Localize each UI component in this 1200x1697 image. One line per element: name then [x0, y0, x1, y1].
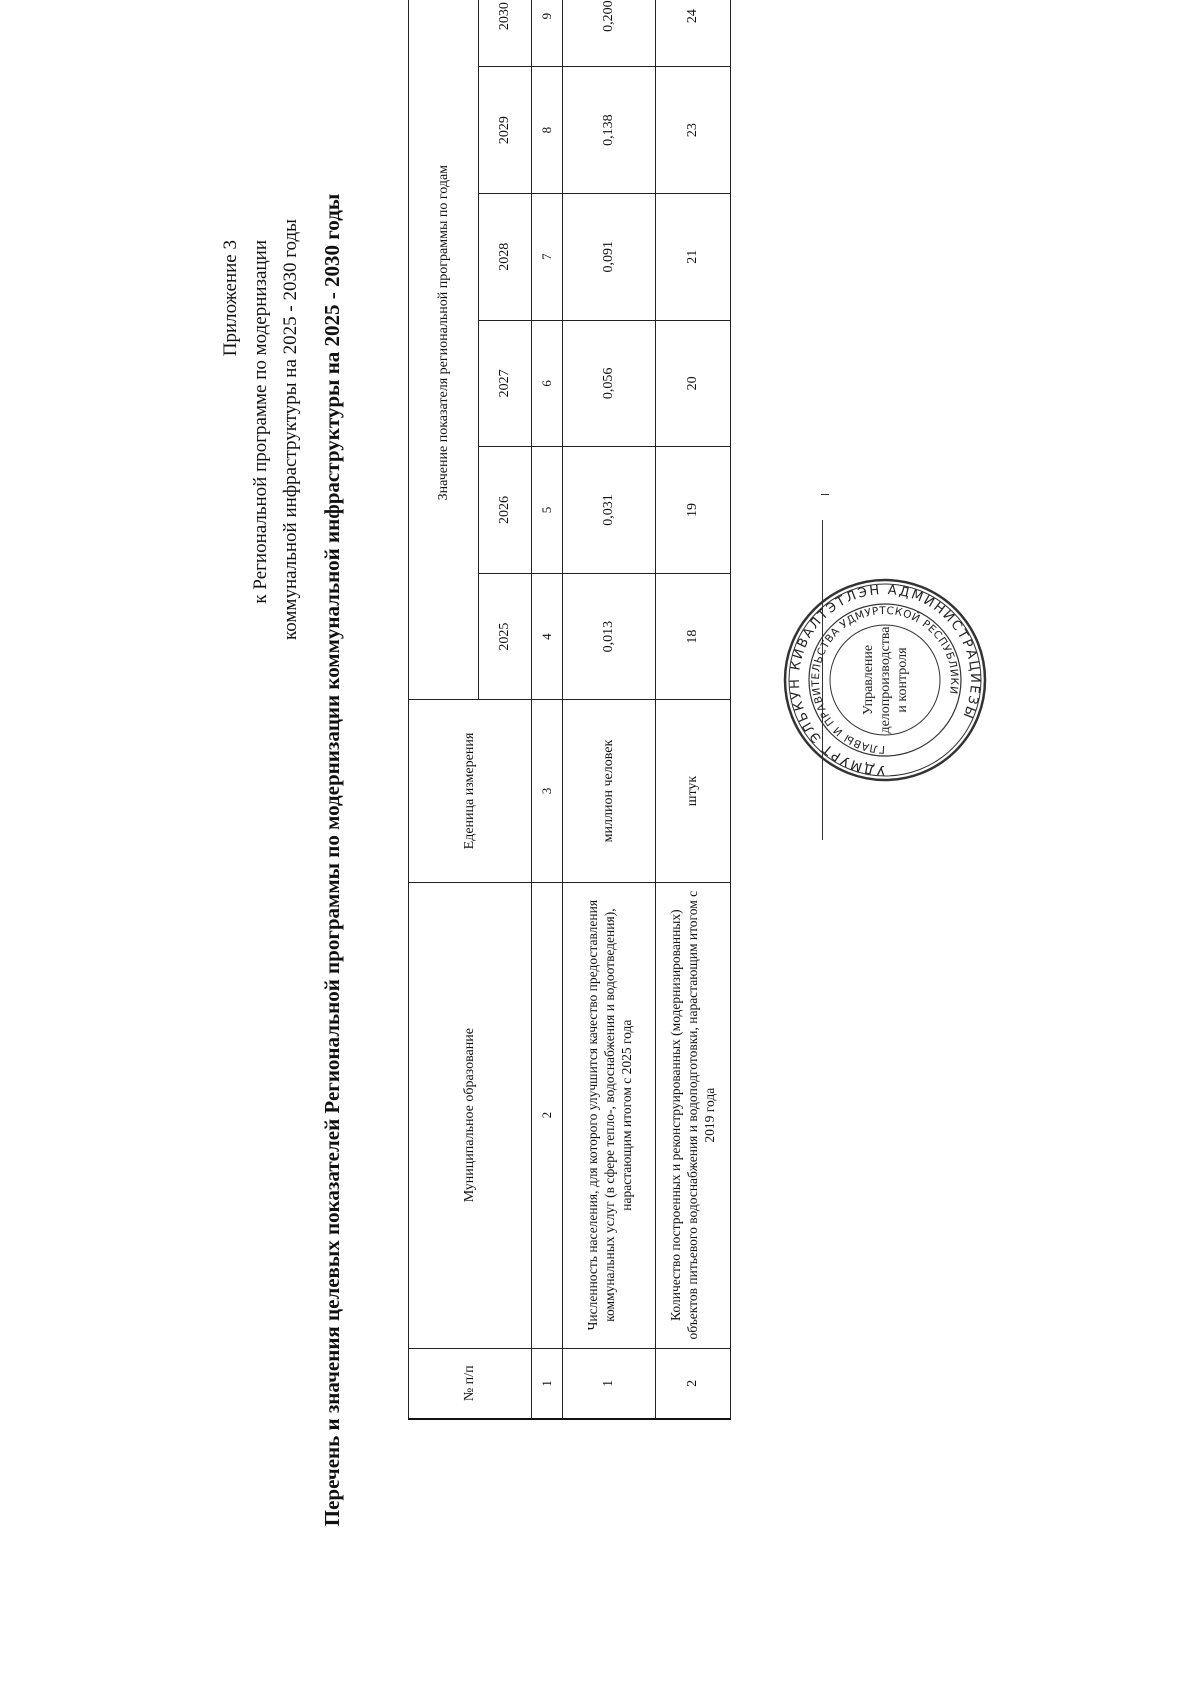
- row-unit: штук: [655, 700, 730, 882]
- row-value: 0,200: [563, 0, 655, 67]
- indicators-table: [408, 0, 731, 1420]
- row-value: 21: [655, 193, 730, 320]
- row-value: 19: [655, 447, 730, 574]
- appendix-line-1: Приложение 3: [220, 240, 241, 357]
- header-values-group: Значение показателя региональной программы по годам: [409, 0, 479, 700]
- row-value: 0,138: [563, 67, 655, 194]
- index-cell: 4: [532, 573, 563, 700]
- index-cell: 8: [532, 67, 563, 194]
- stamp-center: [780, 575, 990, 785]
- stamp-outer-text: УДМУРТ ЭЛЬКУН КИВАЛТЭТЛЭН АДМИНИСТРАЦИЕЗЫ: [787, 582, 983, 778]
- row-value: 23: [655, 67, 730, 194]
- index-cell: 2: [532, 882, 563, 1348]
- index-cell: 7: [532, 193, 563, 320]
- official-stamp: [780, 575, 990, 785]
- signature-tick: [821, 494, 829, 495]
- index-cell: 9: [532, 0, 563, 67]
- row-value: 18: [655, 573, 730, 700]
- stamp-inner-text: ГЛАВЫ И ПРАВИТЕЛЬСТВА УДМУРТСКОЙ РЕСПУБЛИКИ: [809, 604, 961, 756]
- stamp-center-line-1: Управление: [860, 644, 876, 716]
- row-value: 0,091: [563, 193, 655, 320]
- stamp-center-line-3: и контроля: [894, 647, 910, 713]
- document-title: Перечень и значения целевых показателей Региональной программы по модернизации коммунальной инфраструктуры на 2025 - 2030 годы: [320, 193, 344, 1527]
- row-num: 2: [655, 1348, 730, 1419]
- rotated-landscape-content: [20, 0, 1200, 1660]
- row-value: 24: [655, 0, 730, 67]
- appendix-note: [216, 219, 306, 640]
- index-cell: 5: [532, 447, 563, 574]
- row-num: 1: [563, 1348, 655, 1419]
- stamp-center-line-2: делопроизводства: [877, 626, 893, 734]
- table-row: [655, 0, 730, 1419]
- header-unit: Еденица измерения: [409, 700, 532, 882]
- year-cell: 2027: [479, 320, 532, 447]
- row-value: 0,031: [563, 447, 655, 574]
- year-cell: 2030: [479, 0, 532, 67]
- row-value: 20: [655, 320, 730, 447]
- year-cell: 2025: [479, 573, 532, 700]
- index-cell: 3: [532, 700, 563, 882]
- table-header-row: [409, 0, 479, 1419]
- row-value: 0,013: [563, 573, 655, 700]
- row-value: 0,056: [563, 320, 655, 447]
- header-num: № п/п: [409, 1348, 532, 1419]
- appendix-line-2: к Региональной программе по модернизации: [250, 240, 271, 604]
- index-cell: 1: [532, 1348, 563, 1419]
- header-municipality: Муниципальное образование: [409, 882, 532, 1348]
- column-index-row: [532, 0, 563, 1419]
- index-cell: 6: [532, 320, 563, 447]
- year-cell: 2028: [479, 193, 532, 320]
- row-indicator-name: Численность населения, для которого улучшится качество предоставления коммунальных услуг (в сфере тепло-, водоснабжения и водоотведения), нарастающим итогом с 2025 года: [563, 882, 655, 1348]
- year-cell: 2026: [479, 447, 532, 574]
- year-cell: 2029: [479, 67, 532, 194]
- appendix-line-3: коммунальной инфраструктуры на 2025 - 2030 годы: [280, 219, 301, 640]
- table-row: [563, 0, 655, 1419]
- row-unit: миллион человек: [563, 700, 655, 882]
- row-indicator-name: Количество построенных и реконструированных (модернизированных) объектов питьевого водоснабжения и водоподготовки, нарастающим итогом с 2019 года: [655, 882, 730, 1348]
